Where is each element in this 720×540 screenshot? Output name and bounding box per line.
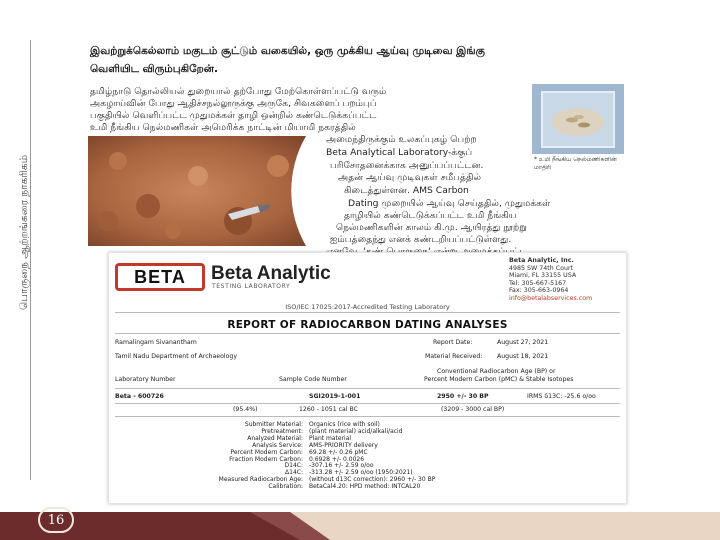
- beta-logo-mark: BETA: [115, 263, 205, 291]
- intro-paragraph: இவற்றுக்கெல்லாம் மகுடம் சூட்டும் வகையில், ஒரு முக்கிய ஆய்வு முடிவை இங்கு வெளியிட விரும்புகிறேன்.: [90, 45, 485, 75]
- divider: [115, 333, 620, 334]
- detail-label: Analysis Service:: [252, 441, 303, 449]
- col-result-line2: Percent Modern Carbon (pMC) & Stable Isotopes: [424, 376, 574, 383]
- body-line: கிடைத்துள்ளன. AMS Carbon: [344, 185, 469, 196]
- detail-value: Organics (rice with soil): [309, 421, 380, 428]
- detail-label: Fraction Modern Carbon:: [229, 455, 303, 463]
- report-date: August 27, 2021: [497, 339, 549, 346]
- col-lab-number: Laboratory Number: [115, 376, 176, 383]
- lab-fax: Fax: 305-663-0964: [509, 287, 569, 295]
- received-label: Material Received:: [425, 353, 483, 360]
- body-line: Beta Analytical Laboratory-க்குப்: [326, 147, 473, 158]
- sample-code-value: SGI2019-1-001: [309, 393, 361, 400]
- detail-label: Calibration:: [268, 483, 303, 491]
- body-line: Dating முறையில் ஆய்வு செய்ததில், முதுமக்கள்: [348, 198, 551, 209]
- client-org: Tamil Nadu Department of Archaeology: [115, 353, 237, 360]
- detail-value: BetaCal4.20: HPD method: INTCAL20: [309, 483, 421, 491]
- detail-label: Percent Modern Carbon:: [230, 448, 303, 456]
- body-line: பகுதியில் வெளிப்பட்ட முதுமக்கள் தாழி ஒன்றில் கண்டெடுக்கப்பட்ட: [90, 110, 377, 121]
- detail-label: Pretreatment:: [261, 427, 303, 435]
- detail-value: Plant material: [309, 434, 352, 442]
- detail-row: [149, 484, 435, 491]
- conventional-age: 2950 +/- 30 BP: [437, 393, 489, 400]
- report-title: REPORT OF RADIOCARBON DATING ANALYSES: [227, 319, 508, 331]
- body-line: பரிசோதனைக்காக அனுப்பப்பட்டன.: [330, 160, 484, 171]
- lab-street: 4985 SW 74th Court: [509, 264, 574, 272]
- beta-logo-name: Beta Analytic: [211, 263, 331, 284]
- rice-sample-photo: [532, 84, 624, 154]
- calibrated-range-bp: (3209 - 3000 cal BP): [441, 406, 505, 413]
- body-line: அதன் ஆய்வு முடிவுகள் சமீபத்தில்: [338, 172, 482, 183]
- analysis-details: [149, 422, 435, 491]
- col-result-line1: Conventional Radiocarbon Age (BP) or: [437, 368, 556, 375]
- report-date-label: Report Date:: [433, 339, 473, 346]
- iso-accreditation: ISO/IEC 17025:2017-Accredited Testing Laboratory: [285, 303, 450, 311]
- page-number: 16: [38, 507, 74, 533]
- side-running-title-text: பொருநை ஆற்றங்கரை நாகரிகம்: [18, 154, 30, 310]
- body-line: உமி நீங்கிய நெல்மணிகள் அமெரிக்க நாட்டின் மியாமி நகரத்தில்: [90, 122, 356, 133]
- detail-value: -313.28 +/- 2.59 o/oo (1950:2021): [309, 469, 413, 477]
- body-line: நெல்மணிகளின் காலம் கி.மு. ஆயிரத்து நூற்று: [336, 222, 527, 233]
- radiocarbon-report-image: [108, 252, 627, 504]
- lab-city: Miami, FL 33155 USA: [509, 272, 577, 280]
- body-line: அமைந்திருக்கும் உலகப்புகழ் பெற்ற: [326, 134, 477, 145]
- lab-address: [509, 257, 592, 303]
- divider: [115, 403, 620, 404]
- side-divider: [30, 40, 31, 480]
- detail-label: D14C:: [284, 462, 303, 470]
- lab-name: Beta Analytic, Inc.: [509, 257, 574, 264]
- detail-value: AMS-PRIORITY delivery: [309, 441, 378, 449]
- detail-value: 69.28 +/- 0.26 pMC: [309, 448, 368, 456]
- client-name: Ramalingam Sivanantham: [115, 339, 197, 346]
- detail-label: Submitter Material:: [244, 421, 303, 428]
- body-line: தாழியில் கண்டெடுக்கப்பட்ட உமி நீங்கிய: [344, 210, 517, 221]
- detail-value: 0.6928 +/- 0.0026: [309, 455, 365, 463]
- body-line: ஐம்பத்தைந்து எனக் கண்டறியப்பட்டுள்ளது.: [330, 234, 512, 245]
- received-date: August 18, 2021: [497, 353, 549, 360]
- detail-value: (plant material) acid/alkali/acid: [309, 427, 403, 435]
- detail-label: Δ14C:: [285, 469, 303, 477]
- body-line: அகழாய்வின் போது ஆதிச்சநல்லூருக்கு அருகே, சிவகளைப் பறம்புப்: [90, 98, 377, 109]
- detail-label: Analyzed Material:: [247, 434, 303, 442]
- col-sample-code: Sample Code Number: [279, 376, 347, 383]
- lab-number-value: Beta - 600726: [115, 393, 164, 400]
- detail-label: Measured Radiocarbon Age:: [218, 476, 303, 484]
- lab-tel: Tel: 305-667-5167: [509, 279, 567, 287]
- divider: [115, 312, 620, 313]
- body-line: தமிழ்நாடு தொல்லியல் துறையால் தற்போது மேற்கொள்ளப்பட்டு வரும்: [90, 86, 387, 97]
- irms-d13c: IRMS δ13C: -25.6 o/oo: [527, 393, 596, 400]
- photo-caption: * உமி நீங்கிய நெல்மணிகளின் மாதிரி: [534, 156, 617, 171]
- divider: [115, 416, 620, 417]
- calibrated-range-bc: 1260 - 1051 cal BC: [299, 406, 358, 413]
- footer-band: [0, 508, 720, 540]
- divider: [115, 388, 620, 389]
- excavation-soil-photo: [88, 136, 320, 246]
- beta-logo-subtitle: TESTING LABORATORY: [212, 283, 291, 290]
- calibration-probability: (95.4%): [233, 406, 258, 413]
- detail-value: (without d13C correction): 2960 +/- 30 BP: [309, 476, 436, 484]
- detail-value: -307.16 +/- 2.59 o/oo: [309, 462, 374, 470]
- lab-email: info@betalabservices.com: [509, 294, 593, 302]
